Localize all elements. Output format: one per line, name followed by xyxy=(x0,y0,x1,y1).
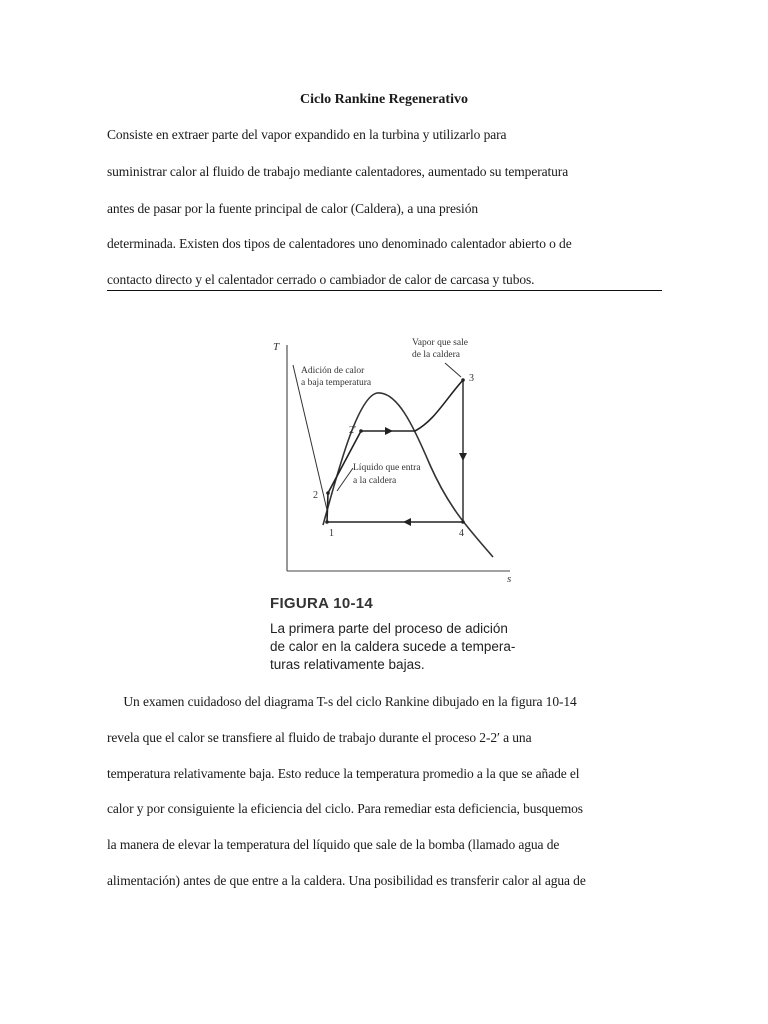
s-axis-label: s xyxy=(507,573,512,585)
state-point-2 xyxy=(326,491,330,495)
label-point-1: 1 xyxy=(329,528,334,539)
arrow-boiling xyxy=(385,427,393,435)
annotation-adicion-line1: Adición de calor xyxy=(301,366,365,376)
intro-line: antes de pasar por la fuente principal de calor (Caldera), a una presión xyxy=(107,201,479,216)
arrow-turbine xyxy=(459,453,467,461)
arrow-condenser xyxy=(403,518,411,526)
label-point-3: 3 xyxy=(469,373,474,384)
annotation-adicion-line2: a baja temperatura xyxy=(301,378,372,388)
annotation-liquido-line2: a la caldera xyxy=(353,476,397,486)
state-point-1 xyxy=(325,520,329,524)
figure-caption-line: La primera parte del proceso de adición xyxy=(270,621,508,636)
body-line: la manera de elevar la temperatura del líquido que sale de la bomba (llamado agua de xyxy=(107,837,560,852)
figure-caption-line: turas relativamente bajas. xyxy=(270,657,425,672)
intro-line: Consiste en extraer parte del vapor expandido en la turbina y utilizarlo para xyxy=(107,127,507,142)
body-line: alimentación) antes de que entre a la caldera. Una posibilidad es transferir calor al agua de xyxy=(107,873,586,888)
label-point-2p: 2′ xyxy=(349,425,357,436)
leader-vapor xyxy=(445,363,461,377)
section-divider xyxy=(107,290,662,291)
annotation-vapor-line2: de la caldera xyxy=(412,350,460,360)
state-point-3 xyxy=(461,378,465,382)
page-title: Ciclo Rankine Regenerativo xyxy=(300,92,468,107)
state-point-2p xyxy=(359,429,363,433)
body-line: Un examen cuidadoso del diagrama T-s del ciclo Rankine dibujado en la figura 10-14 xyxy=(107,694,577,709)
label-point-4: 4 xyxy=(459,528,464,539)
intro-line: determinada. Existen dos tipos de calentadores uno denominado calentador abierto o de xyxy=(107,236,572,251)
ts-diagram-figure xyxy=(265,325,525,585)
body-line: temperatura relativamente baja. Esto reduce la temperatura promedio a la que se añade el xyxy=(107,766,580,781)
ts-diagram xyxy=(265,325,525,585)
body-line: revela que el calor se transfiere al fluido de trabajo durante el proceso 2-2′ a una xyxy=(107,730,532,745)
label-point-2: 2 xyxy=(313,490,318,501)
intro-line: suministrar calor al fluido de trabajo mediante calentadores, aumentado su temperatura xyxy=(107,164,569,179)
figure-caption-title: FIGURA 10-14 xyxy=(270,595,374,612)
annotation-liquido-line1: Líquido que entra xyxy=(353,463,421,473)
body-line: calor y por consiguiente la eficiencia del ciclo. Para remediar esta deficiencia, busquemos xyxy=(107,801,583,816)
intro-line: contacto directo y el calentador cerrado o cambiador de calor de carcasa y tubos. xyxy=(107,272,535,287)
state-point-4 xyxy=(461,520,465,524)
figure-caption-line: de calor en la caldera sucede a tempera- xyxy=(270,639,516,654)
annotation-vapor-line1: Vapor que sale xyxy=(412,338,468,348)
t-axis-label: T xyxy=(273,341,280,353)
process-1-2 xyxy=(327,493,328,522)
process-superheat xyxy=(415,380,463,431)
